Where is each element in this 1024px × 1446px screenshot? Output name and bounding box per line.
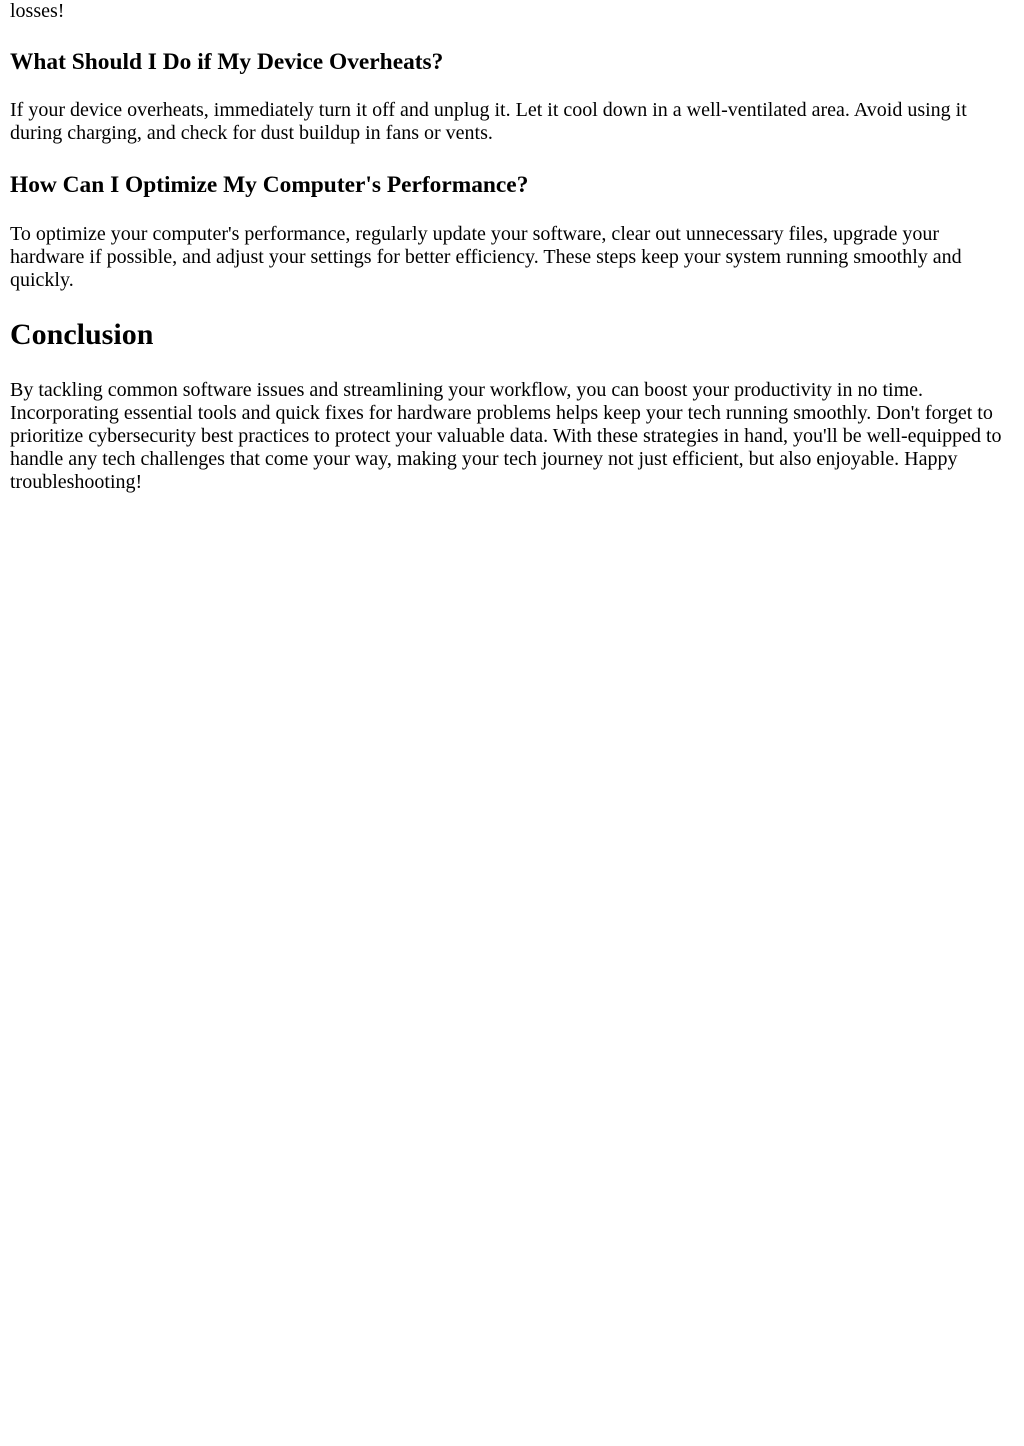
intro-paragraph-tail: losses!: [10, 0, 65, 22]
conclusion-heading: Conclusion: [10, 318, 154, 351]
faq-answer-performance: To optimize your computer's performance, regularly update your software, clear out unnecessary files, upgrade your hardware if possible, and adjust your settings for better efficiency. These steps keep your system running smoothly and quickly.: [10, 223, 962, 291]
faq-answer-overheat: If your device overheats, immediately turn it off and unplug it. Let it cool down in a well-ventilated area. Avoid using it during charging, and check for dust buildup in fans or vents.: [10, 99, 967, 144]
faq-question-performance: How Can I Optimize My Computer's Performance?: [10, 172, 529, 198]
conclusion-paragraph: By tackling common software issues and streamlining your workflow, you can boost your productivity in no time. Incorporating essential tools and quick fixes for hardware problems helps keep your tech running smoothly. Don't forget to prioritize cybersecurity best practices to protect your valuable data. With these strategies in hand, you'll be well-equipped to handle any tech challenges that come your way, making your tech journey not just efficient, but also enjoyable. Happy troubleshooting!: [10, 379, 1002, 493]
faq-question-overheat: What Should I Do if My Device Overheats?: [10, 49, 444, 75]
